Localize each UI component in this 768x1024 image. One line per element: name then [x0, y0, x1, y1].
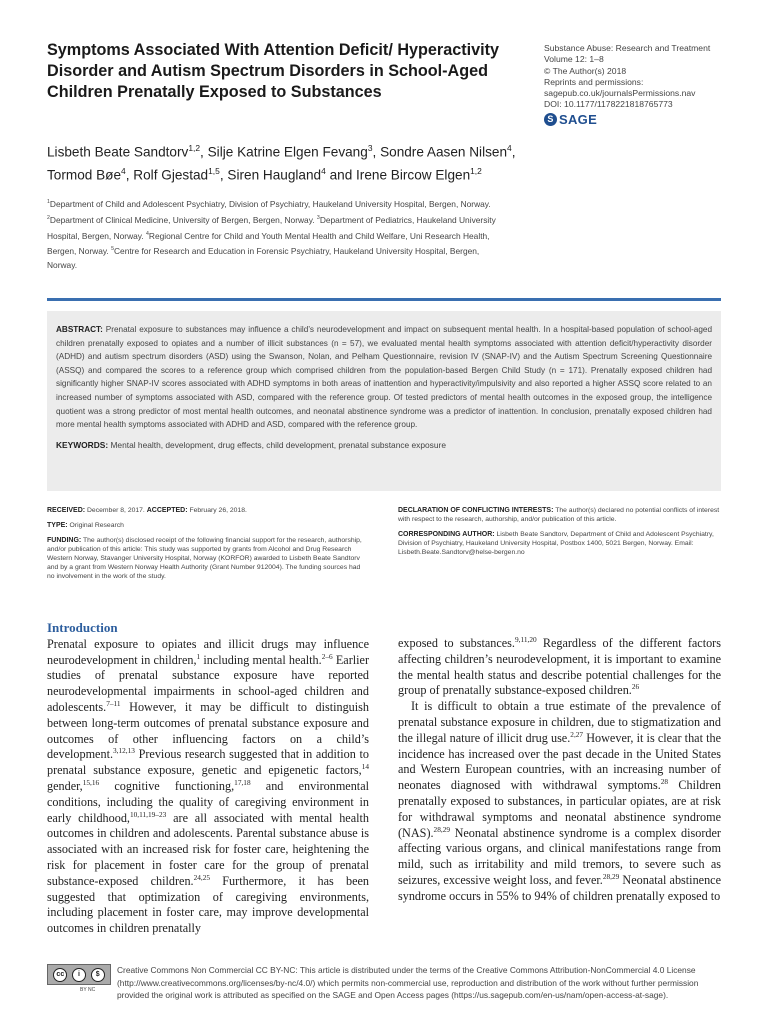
- corresponding-label: CORRESPONDING AUTHOR:: [398, 531, 495, 538]
- section-heading: Introduction: [47, 620, 118, 635]
- body-text: However, it is clear that the incidence has increased over the past decade in the United States and Western European countries, with an increasing number of neonates diagnosed with withdrawal symptoms.: [398, 730, 722, 793]
- affiliation-text: Department of Clinical Medicine, University of Bergen, Bergen, Norway.: [49, 214, 317, 225]
- body-text: Neonatal abstinence syndrome is a complex disorder affecting various organs, and clinical manifestations range from mild, such as irritability and mild tremors, to severe such as seizures, excessive weight loss, and fever.: [398, 825, 721, 887]
- citation: 2–6: [321, 651, 333, 661]
- author-name: Silje Katrine Elgen Fevang: [207, 144, 368, 160]
- conflict-declaration: [398, 506, 721, 524]
- citation: 24,25: [193, 872, 211, 882]
- affiliation-text: Department of Child and Adolescent Psychiatry, Division of Psychiatry, Haukeland University Hospital, Bergen, Norway.: [49, 198, 491, 209]
- author-affiliation-marker: 4: [121, 166, 126, 177]
- accepted-label: ACCEPTED:: [146, 507, 188, 514]
- sage-logo-text: SAGE: [559, 111, 598, 127]
- author-affiliation-marker: 4: [507, 143, 512, 153]
- article-title: Symptoms Associated With Attention Deficit/ Hyperactivity Disorder and Autism Spectrum Disorders in School-Aged Children Prenatally Exposed to Substances: [47, 41, 499, 101]
- author-name: Tormod Bøe: [47, 167, 122, 183]
- journal-volume: Volume 12: 1–8: [544, 54, 604, 65]
- author-name: Sondre Aasen Nilsen: [380, 144, 508, 160]
- citation: 28,29: [433, 824, 450, 834]
- citation: 10,11,19–23: [129, 809, 167, 819]
- cc-icon: cc: [53, 968, 67, 982]
- journal-reprints-link[interactable]: sagepub.co.uk/journalsPermissions.nav: [544, 88, 696, 99]
- type-value: Original Research: [69, 522, 124, 529]
- sage-logo-icon: S: [544, 113, 557, 126]
- author-affiliation-marker: 1,2: [188, 143, 201, 153]
- body-paragraph: [47, 637, 369, 937]
- corresponding-text: Lisbeth Beate Sandtorv, Department of Child and Adolescent Psychiatry, Division of Psychiatry, Haukeland University Hospital, Postbox 1400, 5021 Bergen, Norway. Email: Lisbeth.Beate.Sandtorv@helse-bergen.no: [398, 531, 714, 556]
- body-text: However, it may be difficult to distinguish between long-term outcomes of prenatal substance exposure and outcomes of other influencing factors on a child’s development.: [47, 699, 369, 762]
- body-paragraph: [398, 636, 721, 699]
- body-column-left: [47, 620, 369, 937]
- body-column-right: [398, 636, 721, 905]
- journal-copyright: © The Author(s) 2018: [544, 65, 627, 76]
- journal-name: Substance Abuse: Research and Treatment: [544, 43, 711, 53]
- funding-text: The author(s) disclosed receipt of the following financial support for the research, authorship, and/or publication of this article: This study was supported by grants from Alcohol and Drug Research Western Norway, Stavanger University Hospital, Norway (KORFOR) awarded to Lisbeth Beate Sandtorv and by a grant from Western Norway Health Authority (Grant Number 912004). The funding sources had no involvement in the work of the study.: [47, 537, 362, 580]
- funding-label: FUNDING:: [47, 537, 82, 544]
- journal-reprints: Reprints and permissions:: [544, 76, 644, 87]
- author-affiliation-marker: 3: [367, 143, 373, 153]
- keywords-label: KEYWORDS:: [56, 439, 109, 450]
- abstract-box: [47, 311, 721, 491]
- citation: 26: [631, 682, 640, 692]
- abstract: [56, 323, 712, 432]
- body-text: are all associated with mental health outcomes in children and adolescents. Parental substance abuse is associated with an increased risk for foster care, heightening the risk for placement in foster care for the group of prenatal substance-exposed children.: [47, 810, 369, 888]
- cc-badge-caption: BY NC: [80, 987, 96, 993]
- author-name: Lisbeth Beate Sandtorv: [47, 144, 189, 160]
- citation: 15,16: [82, 777, 100, 787]
- affiliation-text: Department of Pediatrics, Haukeland University Hospital, Bergen, Norway.: [47, 214, 496, 241]
- body-text: Children prenatally exposed to substances, in particular opiates, are at risk for withdrawal symptoms and neonatal abstinence syndrome (NAS).: [398, 778, 721, 840]
- by-icon: i: [72, 968, 86, 982]
- type-label: TYPE:: [47, 522, 68, 529]
- author-affiliation-marker: 1,5: [208, 166, 220, 177]
- article-type: [47, 521, 369, 530]
- citation: 2,27: [570, 729, 584, 739]
- citation: 9,11,20: [514, 634, 537, 644]
- body-text: Neonatal abstinence syndrome occurs in 55% to 94% of children prenatally exposed to: [398, 872, 721, 903]
- funding: [47, 536, 369, 581]
- dates: [47, 506, 369, 515]
- conflict-text: The author(s) declared no potential conflicts of interest with respect to the research, authorship, and/or publication of this article.: [398, 507, 720, 523]
- citation: 17,18: [234, 777, 251, 787]
- body-text: Regardless of the different factors affecting children’s neurodevelopment, it is important to examine the mental health status and describe potential challenges for the group of prenatally substance-exposed children.: [398, 636, 721, 698]
- body-text: and environmental conditions, including the quality of caregiving environment in early childhood,: [47, 778, 369, 825]
- body-text: Previous research suggested that in addition to prenatal substance exposure, genetic and epigenetic factors,: [47, 747, 369, 778]
- body-paragraph: [398, 699, 721, 904]
- author-name: Siren Haugland: [227, 167, 322, 183]
- author-name: Rolf Gjestad: [133, 167, 209, 183]
- accepted-date: February 26, 2018.: [189, 507, 247, 514]
- author-affiliation-marker: 1,2: [470, 166, 482, 177]
- conflict-label: DECLARATION OF CONFLICTING INTERESTS:: [398, 507, 554, 514]
- body-text: It is difficult to obtain a true estimate of the prevalence of prenatal substance exposure in children, due to stigmatization and the illegal nature of illicit drug use.: [398, 699, 721, 745]
- corresponding-author: [398, 530, 721, 557]
- affiliation-number: 2: [47, 214, 50, 221]
- affiliation-number: 3: [316, 214, 320, 221]
- affiliation-number: 4: [146, 230, 149, 237]
- citation: 28,29: [602, 871, 620, 881]
- keywords-text: Mental health, development, drug effects, child development, prenatal substance exposure: [110, 439, 446, 450]
- license-text: Creative Commons Non Commercial CC BY-NC: This article is distributed under the terms of the Creative Commons Attribution-NonCommercial 4.0 License (http://www.creativecommons.org/licenses/by-nc/4.0/) which permits non-commercial use, reproduction and distribution of the work without further permission provided the original work is attributed as specified on the SAGE and Open Access pages (https://us.sagepub.com/en-us/nam/open-access-at-sage).: [117, 965, 699, 1001]
- body-text: Prenatal exposure to opiates and illicit drugs may influence neurodevelopment in children,: [47, 636, 369, 667]
- affiliation-number: 1: [47, 199, 50, 205]
- article-meta-right: [398, 506, 721, 563]
- affiliation-number: 5: [111, 246, 114, 253]
- abstract-text: Prenatal exposure to substances may influence a child’s neurodevelopment and impact on subsequent mental health. In a hospital-based population of school-aged children prenatally exposed to opiates and a number of illicit substances (n = 57), we evaluated mental health symptoms associated with attention deficit/hyperactivity disorder (ADHD) and autism spectrum disorders (ASD) using the Swanson, Nolan, and Pelham Questionnaire, revision IV (SNAP-IV) and the Autism Spectrum Screening Questionnaire (ASSQ) and compared the scores to a reference group which comprised children from the population-based Bergen Child Study (n = 171). Prenatally exposed children had significantly higher SNAP-IV scores associated with ADHD symptoms in both areas of inattention and hyperactivity/impulsivity and also reported a higher ASSQ score related to an increased number of symptoms associated with ASD, compared with the reference group. Of tested predictors of mental health outcomes in the exposed group, the intelligence quotient was a strong predictor of most mental health outcomes, and neonatal abstinence syndrome was a predictor of inattention. In conclusion, prenatally exposed children had more mental health symptoms associated with ADHD and ASD, compared with the reference group.: [56, 325, 712, 430]
- received-label: RECEIVED:: [47, 507, 86, 514]
- author-name: Irene Bircow Elgen: [356, 167, 471, 183]
- citation: 1: [196, 651, 201, 661]
- citation: 14: [361, 762, 369, 772]
- body-text: exposed to substances.: [398, 636, 515, 650]
- journal-doi[interactable]: DOI: 10.1177/1178221818765773: [544, 99, 673, 110]
- affiliation-text: Centre for Research and Education in Forensic Psychiatry, Haukeland University Hospital, Bergen, Norway.: [47, 246, 480, 271]
- affiliation-text: Regional Centre for Child and Youth Mental Health and Child Welfare, Uni Research Health, Bergen, Norway.: [47, 230, 490, 257]
- body-text: Furthermore, it has been suggested that optimization of caregiving environments, including placement in foster care, may improve developmental outcomes in children prenatally: [47, 873, 369, 936]
- nc-icon: $: [91, 968, 105, 982]
- citation: 28: [660, 777, 669, 787]
- author-list: Lisbeth Beate Sandtorv$^{1,2}$, Silje Katrine Elgen Fevang$^3$, Sondre Aasen Nilsen$^4$, Tormod Bøe$^4$, Rolf Gjestad$^{1,5}$, Siren Haugland$^4$ and Irene Bircow Elgen$^{1,2}$: [47, 143, 516, 183]
- header-divider: [47, 298, 721, 301]
- body-text: Earlier studies of prenatal substance exposure have reported neurodevelopmental impairments in school-aged children and adolescents.: [47, 652, 369, 714]
- article-meta-left: [47, 506, 369, 587]
- author-affiliation-marker: 4: [321, 166, 326, 177]
- citation: 3,12,13: [113, 746, 135, 756]
- body-text: including mental health.: [200, 652, 322, 667]
- abstract-label: ABSTRACT:: [56, 325, 103, 334]
- body-text: gender,: [47, 778, 83, 793]
- body-text: cognitive functioning,: [99, 778, 235, 793]
- citation: 7–11: [106, 698, 121, 708]
- received-date: December 8, 2017.: [87, 507, 145, 514]
- affiliations: [47, 195, 497, 272]
- journal-info: [544, 43, 759, 126]
- sage-logo: [544, 113, 759, 126]
- keywords: [56, 440, 712, 450]
- license-footer: [47, 964, 721, 1002]
